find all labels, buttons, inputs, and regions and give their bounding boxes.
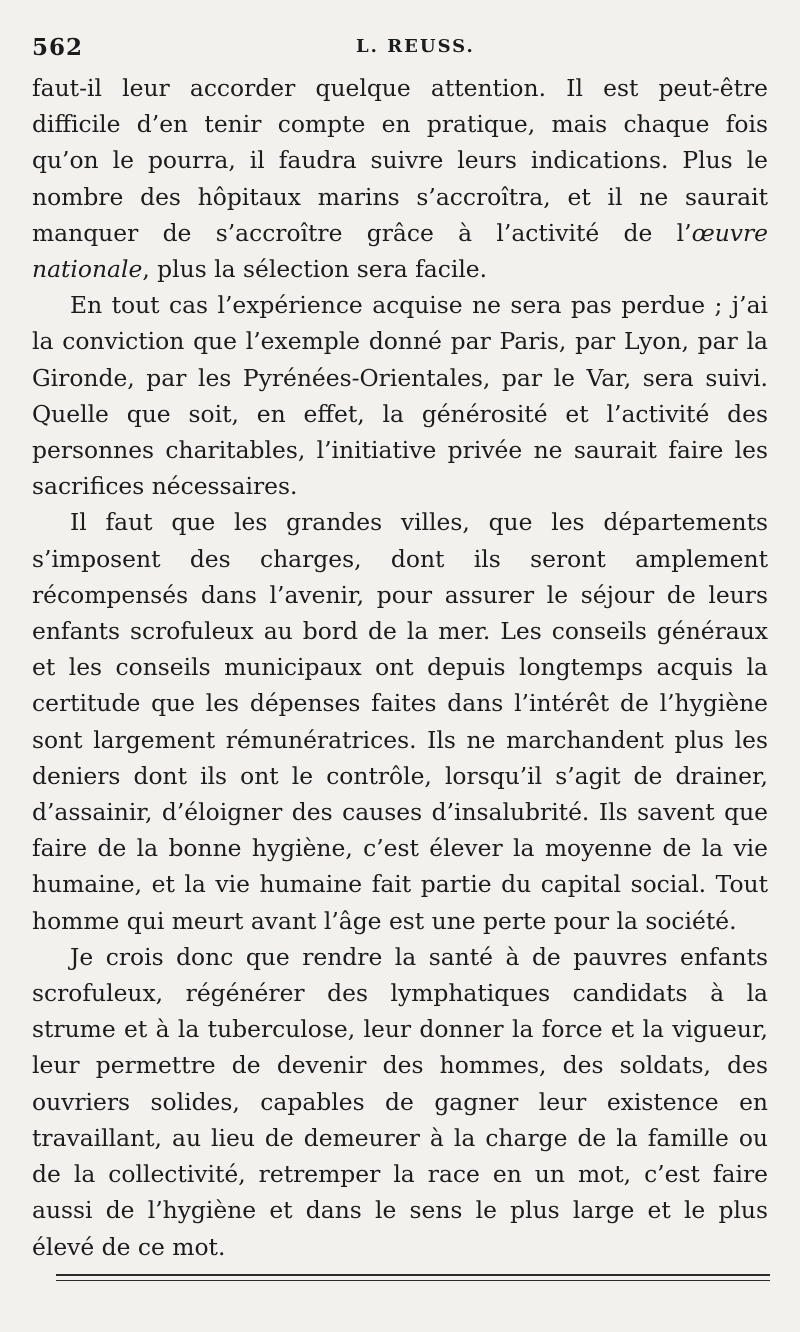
rule-line-top xyxy=(56,1274,770,1276)
paragraph-3: Il faut que les grandes villes, que les départements s’imposent des charges, dont ils seront amplement récompensés dans l’avenir, pour assurer le séjour de leurs enfants scrofuleux au bord de la mer. Les conseils généraux et les conseils municipaux ont depuis longtemps acquis la certitude que les dépenses faites dans l’intérêt de l’hygiène sont largement rémunératrices. Ils ne marchandent plus les deniers dont ils ont le contrôle, lorsqu’il s’agit de drainer, d’assainir, d’éloigner des causes d’insalubrité. Ils savent que faire de la bonne hygiène, c’est élever la moyenne de la vie humaine, et la vie humaine fait partie du capital social. Tout homme qui meurt avant l’âge est une perte pour la société. xyxy=(32,508,768,935)
paragraph-4: Je crois donc que rendre la santé à de pauvres enfants scrofuleux, régénérer des lymphatiques candidats à la strume et à la tuberculose, leur donner la force et la vigueur, leur permettre de devenir des hommes, des soldats, des ouvriers solides, capables de gagner leur existence en travaillant, au lieu de demeurer à la charge de la famille ou de la collectivité, retremper la race en un mot, c’est faire aussi de l’hygiène et dans le sens le plus large et le plus élevé de ce mot. xyxy=(32,942,768,1261)
paragraph-1-text-b: , plus la sélection sera facile. xyxy=(142,255,488,284)
rule-line-bottom xyxy=(56,1280,770,1281)
closing-double-rule xyxy=(56,1274,770,1283)
paragraph-1 xyxy=(32,70,768,287)
paragraph-1-italic-phrase: œuvre nationale xyxy=(32,218,768,284)
running-head: L. REUSS. xyxy=(356,36,475,57)
body-text xyxy=(32,70,768,1265)
page-header xyxy=(32,34,772,62)
page-number: 562 xyxy=(32,34,84,61)
paragraph-1-text-a: faut-il leur accorder quelque attention. Il est peut-être difficile d’en tenir compte en pratique, mais chaque fois qu’on le pourra, il faudra suivre leurs indications. Plus le nombre des hôpitaux marins s’accroîtra, et il ne saurait manquer de s’accroître grâce à l’activité de l’ xyxy=(32,74,768,247)
paragraph-2: En tout cas l’expérience acquise ne sera pas perdue ; j’ai la conviction que l’exemple donné par Paris, par Lyon, par la Gironde, par les Pyrénées-Orientales, par le Var, sera suivi. Quelle que soit, en effet, la générosité et l’activité des personnes charitables, l’initiative privée ne saurait faire les sacrifices nécessaires. xyxy=(32,291,768,501)
